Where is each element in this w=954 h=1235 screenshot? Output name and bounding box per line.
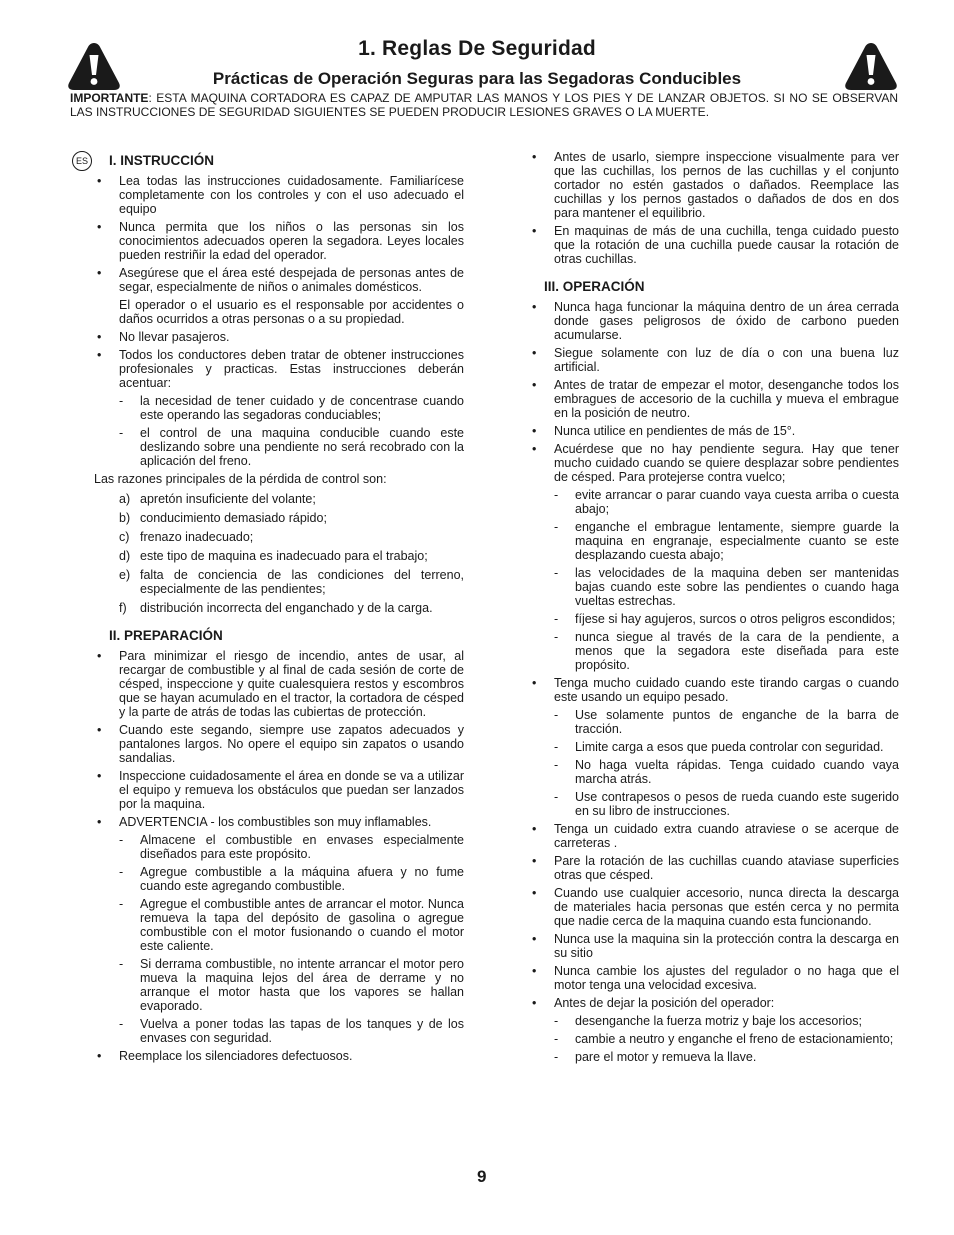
reason-item [94,511,464,525]
list-item: • Reemplace los silenciadores defectuosos. [94,1049,464,1063]
language-badge: ES [72,151,92,171]
left-column [94,150,464,1067]
list-item: • Nunca utilice en pendientes de más de 15°. [529,424,899,438]
reason-letter: a) [119,492,131,506]
reason-text: falta de conciencia de las condiciones del terreno, especialmente de las pendientes; [140,568,464,596]
list-item: • Nunca cambie los ajustes del regulador o no haga que el motor tenga una velocidad excesiva. [529,964,899,992]
reason-item [94,492,464,506]
list-item: • Antes de tratar de empezar el motor, desenganche todos los embragues de accesorio de la cuchilla y mueva el embrague en la posición de neutro. [529,378,899,420]
list-item: • Para minimizar el riesgo de incendio, antes de usar, al recargar de combustible y al final de cada sesión de corte de césped, inspeccione y quite cualesquiera restos y escombros que se hayan acumulado en el tractor, la cortadora de césped y la parte de atrás de todas las cubiertas de protección. [94,649,464,719]
reason-letter: e) [119,568,131,582]
section-title-instruccion: I. INSTRUCCIÓN [109,153,215,168]
list-item: • Antes de usarlo, siempre inspeccione visualmente para ver que las cuchillas, los pernos de las cuchillas y el conjunto cortador no estén gastados o dañados. Reemplace las cuchillas y los pernos gastados o dañados de dos en dos para mantener el equilibrio. [529,150,899,220]
sub-list-item: - pare el motor y remueva la llave. [529,1050,899,1064]
reason-letter: b) [119,511,131,525]
important-label: IMPORTANTE [70,91,149,105]
reason-letter: c) [119,530,130,544]
sub-list-item: - la necesidad de tener cuidado y de concentrase cuando este operando las segadoras conduciables; [94,394,464,422]
sub-list-item: - evite arrancar o parar cuando vaya cuesta arriba o cuesta abajo; [529,488,899,516]
sub-list-item: - Vuelva a poner todas las tapas de los tanques y de los envases con seguridad. [94,1017,464,1045]
sub-list-item: - Agregue el combustible antes de arrancar el motor. Nunca remueva la tapa del depósito de gasolina o agregue combustible con el motor fusionando o cuando el motor este caliente. [94,897,464,953]
sub-list-item: - fíjese si hay agujeros, surcos o otros peligros escondidos; [529,612,899,626]
sub-list-item: - Almacene el combustible en envases especialmente diseñados para este propósito. [94,833,464,861]
reason-text: frenazo inadecuado; [140,530,254,544]
reason-item [94,568,464,596]
list-item: • Cuando este segando, siempre use zapatos adecuados y pantalones largos. No opere el equipo sin zapatos o usando sandalias. [94,723,464,765]
preparacion-list-continued [529,150,899,266]
list-item: • Inspeccione cuidadosamente el área en donde se va a utilizar el equipo y remueva los obstáculos que puedan ser lanzados por la maquina. [94,769,464,811]
reasons-intro: Las razones principales de la pérdida de control son: [94,472,387,486]
sub-list-item: - enganche el embrague lentamente, siempre guarde la maquina en engranaje, especialmente cuanto se este desplazando cuesta abajo; [529,520,899,562]
list-item: • Pare la rotación de las cuchillas cuando ataviase superficies otras que césped. [529,854,899,882]
list-item: • Lea todas las instrucciones cuidadosamente. Familiarícese completamente con los controles y con el uso adecuado el equipo [94,174,464,216]
reason-item [94,549,464,563]
page-subtitle: Prácticas de Operación Seguras para las Segadoras Conducibles [212,69,742,88]
sub-list-item: - Limite carga a esos que pueda controlar con seguridad. [529,740,899,754]
sub-list-item: - el control de una maquina conducible cuando este deslizando sobre una pendiente no será recobrado con la aplicación del freno. [94,426,464,468]
list-item: • ADVERTENCIA - los combustibles son muy inflamables. [94,815,464,829]
list-note: El operador o el usuario es el responsable por accidentes o daños ocurridos a otras personas o a su propiedad. [119,298,464,326]
preparacion-list [94,649,464,1063]
reason-letter: d) [119,549,131,563]
sub-list-item: - Si derrama combustible, no intente arrancar el motor pero mueva la maquina lejos del área de derrame y no arranque el motor hasta que los vapores se hallan evaporado. [94,957,464,1013]
list-item: • No llevar pasajeros. [94,330,464,344]
list-item: • Nunca permita que los niños o las personas sin los conocimientos adecuados operen la segadora. Leyes locales pueden restriñir la edad del operador. [94,220,464,262]
list-item: • Tenga un cuidado extra cuando atraviese o se acerque de carreteras . [529,822,899,850]
list-item: • Cuando use cualquier accesorio, nunca directa la descarga de materiales hacia personas que estén cerca y no permita que nadie cerca de la maquina cuando esta funcionando. [529,886,899,928]
page-title: 1. Reglas De Seguridad [358,37,596,60]
sub-list-item: - desenganche la fuerza motriz y baje los accesorios; [529,1014,899,1028]
list-item: • Siegue solamente con luz de día o con una buena luz artificial. [529,346,899,374]
instruccion-list [94,174,464,468]
reason-letter: f) [119,601,127,615]
list-item: • Nunca use la maquina sin la protección contra la descarga en su sitio [529,932,899,960]
reasons-list [94,492,464,615]
reason-text: conducimiento demasiado rápido; [140,511,327,525]
reason-text: distribución incorrecta del enganchado y de la carga. [140,601,433,615]
reason-text: este tipo de maquina es inadecuado para el trabajo; [140,549,428,563]
important-text: : ESTA MAQUINA CORTADORA ES CAPAZ DE AMPUTAR LAS MANOS Y LOS PIES Y DE LANZAR OBJETOS. SI NO SE OBSERVAN LAS INSTRUCCIONES DE SEGURIDAD SIGUIENTES SE PUEDEN PRODUCIR LESIONES GRAVES O LA MUERTE. [70,91,898,119]
sub-list-item: - cambie a neutro y enganche el freno de estacionamiento; [529,1032,899,1046]
list-item: • Antes de dejar la posición del operador: [529,996,899,1010]
reason-text: apretón insuficiente del volante; [140,492,316,506]
section-title-preparacion: II. PREPARACIÓN [109,628,223,643]
sub-list-item: - No haga vuelta rápidas. Tenga cuidado cuando vaya marcha atrás. [529,758,899,786]
sub-list-item: - nunca siegue al través de la cara de la pendiente, a menos que la segadora este diseñada para este propósito. [529,630,899,672]
section-title-operacion: III. OPERACIÓN [544,279,645,294]
sub-list-item: - Use solamente puntos de enganche de la barra de tracción. [529,708,899,736]
reason-item [94,601,464,615]
sub-list-item: - Agregue combustible a la máquina afuera y no fume cuando este agregando combustible. [94,865,464,893]
list-item: • En maquinas de más de una cuchilla, tenga cuidado puesto que la rotación de una cuchilla puede causar la rotación de otras cuchillas. [529,224,899,266]
important-notice [70,91,898,119]
list-item: • Todos los conductores deben tratar de obtener instrucciones profesionales y practicas. Estas instrucciones deberán acentuar: [94,348,464,390]
list-item: • Asegúrese que el área esté despejada de personas antes de segar, especialmente de niños o animales domésticos. [94,266,464,294]
operacion-list [529,300,899,1064]
list-item: • Acuérdese que no hay pendiente segura. Hay que tener mucho cuidado cuando se quiere desplazar sobre pendientes de césped. Para protejerse contra vuelco; [529,442,899,484]
sub-list-item: - las velocidades de la maquina deben ser mantenidas bajas cuando este sobre las pendientes o cuando haga vueltas estrechas. [529,566,899,608]
sub-list-item: - Use contrapesos o pesos de rueda cuando este sugerido en su libro de instrucciones. [529,790,899,818]
right-column [529,150,899,1068]
list-item: • Tenga mucho cuidado cuando este tirando cargas o cuando este usando un equipo pesado. [529,676,899,704]
reason-item [94,530,464,544]
list-item: • Nunca haga funcionar la máquina dentro de un área cerrada donde gases peligrosos de óxido de carbono pueden acumularse. [529,300,899,342]
page-number: 9 [477,1167,487,1186]
